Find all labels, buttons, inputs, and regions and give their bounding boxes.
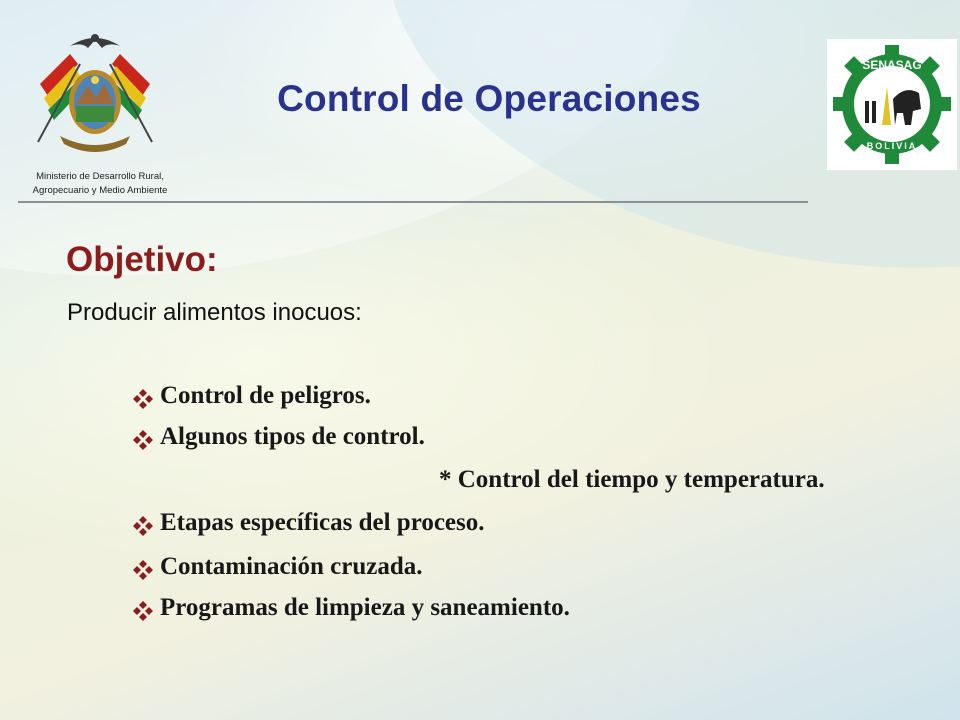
bullet-text: Programas de limpieza y saneamiento.: [160, 594, 570, 621]
bullet-text: Algunos tipos de control.: [160, 423, 425, 450]
sub-point: * Control del tiempo y temperatura.: [439, 466, 825, 493]
ministry-caption: [10, 170, 190, 198]
page-title: Control de Operaciones: [277, 78, 701, 119]
bullet-text: Control de peligros.: [160, 382, 371, 409]
logo-bottom-text: BOLIVIA: [866, 141, 918, 151]
four-diamond-bullet-icon: [132, 515, 154, 537]
ministry-line-2: Agropecuario y Medio Ambiente: [32, 185, 168, 196]
bullet-text: Etapas específicas del proceso.: [160, 509, 485, 536]
four-diamond-bullet-icon: [132, 429, 154, 451]
logo-top-text: SENASAG: [862, 58, 922, 72]
senasag-logo-icon: [827, 39, 957, 170]
four-diamond-bullet-icon: [132, 559, 154, 581]
ministry-line-1: Ministerio de Desarrollo Rural,: [36, 171, 164, 182]
four-diamond-bullet-icon: [132, 388, 154, 410]
objective-heading: Objetivo:: [66, 240, 218, 279]
objective-subheading: Producir alimentos inocuos:: [67, 299, 362, 326]
bullet-text: Contaminación cruzada.: [160, 553, 423, 580]
header-divider: [18, 201, 808, 203]
four-diamond-bullet-icon: [132, 600, 154, 622]
